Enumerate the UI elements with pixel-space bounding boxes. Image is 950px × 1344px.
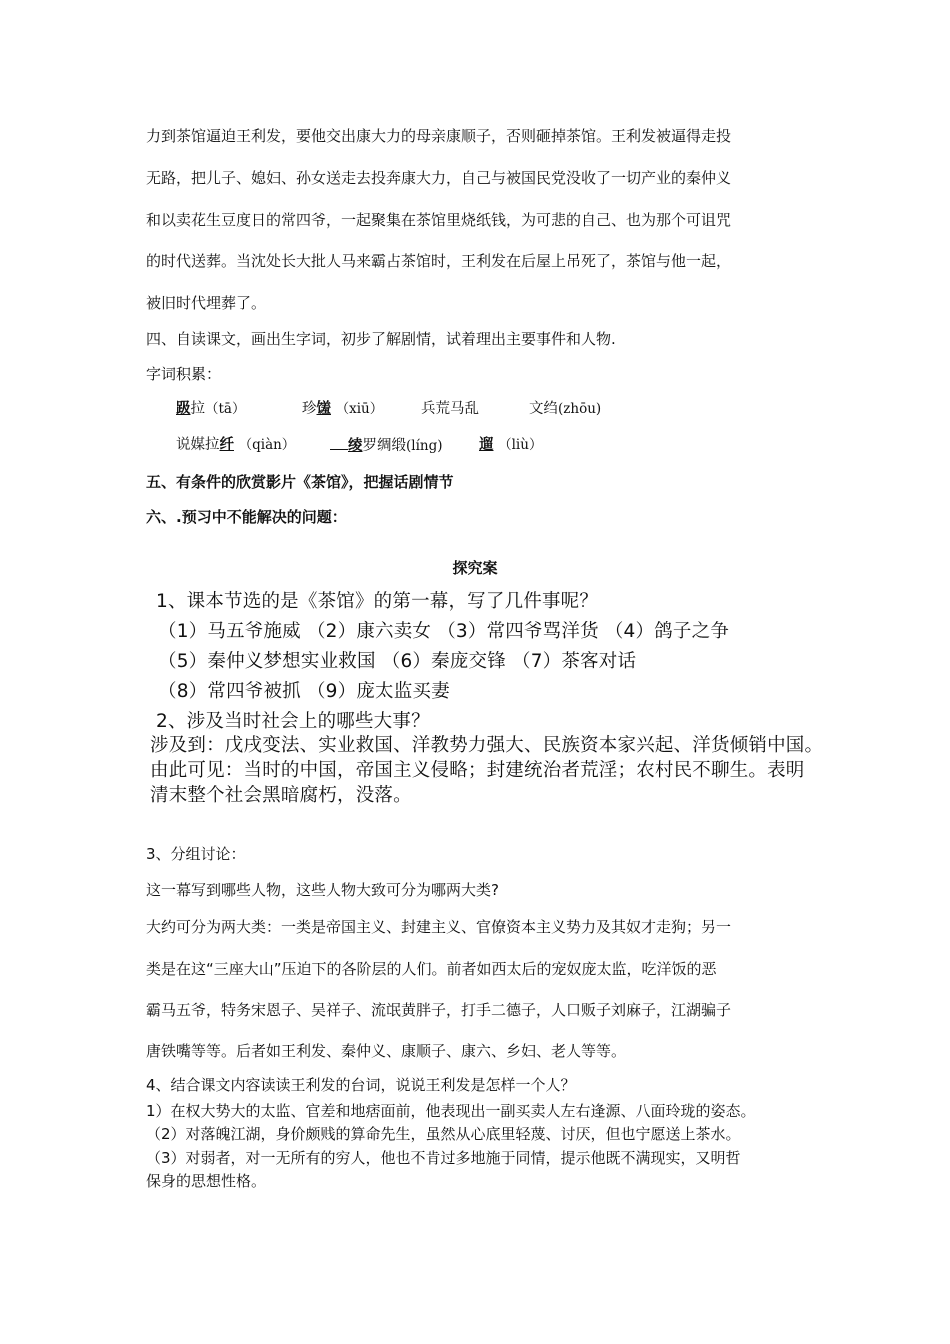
question-3: 3、分组讨论： [146, 845, 246, 863]
q4-answer-line-4: 保身的思想性格。 [146, 1172, 267, 1190]
vocab-item-1: 趿拉（tā） [176, 401, 246, 417]
explore-title: 探究案 [452, 559, 498, 577]
q4-answer-line-2: （2）对落魄江湖，身价颇贱的算命先生，虽然从心底里轻蔑、讨厌，但也宁愿送上茶水。 [146, 1125, 741, 1143]
q1-events-line-2: （5）秦仲义梦想实业救国 （6）秦庞交锋 （7）茶客对话 [158, 651, 637, 672]
para1-line-2: 无路，把儿子、媳妇、孙女送走去投奔康大力，自己与被国民党没收了一切产业的秦仲义 [146, 169, 732, 187]
vocab-item-4: 文绉(zhōu) [529, 401, 602, 417]
q3-answer-line-2: 类是在这“三座大山”压迫下的各阶层的人们。前者如西太后的宠奴庞太监，吃洋饭的恶 [146, 960, 717, 978]
q2-answer-line-3: 清末整个社会黑暗腐朽，没落。 [150, 785, 412, 806]
q3-answer-line-3: 霸马五爷，特务宋恩子、吴祥子、流氓黄胖子，打手二德子，人口贩子刘麻子，江湖骗子 [146, 1001, 732, 1019]
q1-events-line-1: （1）马五爷施威 （2）康六卖女 （3）常四爷骂洋货 （4）鸽子之争 [158, 621, 730, 642]
vocab-char: 趿 [176, 401, 191, 417]
q3-answer-line-1: 大约可分为两大类：一类是帝国主义、封建主义、官僚资本主义势力及其奴才走狗；另一 [146, 918, 732, 936]
question-1: 1、课本节选的是《茶馆》的第一幕，写了几件事呢？ [156, 591, 599, 612]
question-4: 4、结合课文内容读读王利发的台词，说说王利发是怎样一个人？ [146, 1076, 576, 1094]
q2-answer-line-1: 涉及到：戊戌变法、实业救国、洋教势力强大、民族资本家兴起、洋货倾销中国。 [150, 735, 824, 756]
question-2: 2、涉及当时社会上的哪些大事？ [156, 711, 430, 732]
q3-answer-line-4: 唐铁嘴等等。后者如王利发、秦仲义、康顺子、康六、乡妇、老人等等。 [146, 1042, 627, 1060]
para1-line-3: 和以卖花生豆度日的常四爷，一起聚集在茶馆里烧纸钱，为可悲的自己、也为那个可诅咒 [146, 211, 732, 229]
section-5-heading: 五、有条件的欣赏影片《茶馆》，把握话剧情节 [146, 473, 454, 491]
para1-line-5: 被旧时代埋葬了。 [146, 294, 267, 312]
q1-events-line-3: （8）常四爷被抓 （9）庞太监买妻 [158, 681, 450, 702]
vocab-item-6: 绫罗绸缎(líng) [330, 435, 443, 456]
para1-line-4: 的时代送葬。当沈处长大批人马来霸占茶馆时，王利发在后屋上吊死了，茶馆与他一起， [146, 252, 732, 270]
vocab-item-3: 兵荒马乱 [421, 401, 479, 417]
vocab-item-2: 珍馐 （xiū） [302, 401, 384, 417]
vocab-item-5: 说媒拉纤 （qiàn） [176, 437, 296, 453]
section-4-heading: 四、自读课文，画出生字词，初步了解剧情，试着理出主要事件和人物. [146, 330, 616, 348]
vocab-item-7: 遛 （liù） [479, 437, 543, 453]
q4-answer-line-3: （3）对弱者，对一无所有的穷人，他也不肯过多地施于同情，提示他既不满现实，又明哲 [146, 1149, 741, 1167]
q4-answer-line-1: 1）在权大势大的太监、官差和地痞面前，他表现出一副买卖人左右逢源、八面玲珑的姿态。 [146, 1102, 756, 1120]
q2-answer-line-2: 由此可见：当时的中国，帝国主义侵略；封建统治者荒淫；农村民不聊生。表明 [150, 760, 805, 781]
q3-question: 这一幕写到哪些人物，这些人物大致可分为哪两大类? [146, 881, 499, 899]
para1-line-1: 力到茶馆逼迫王利发，要他交出康大力的母亲康顺子，否则砸掉茶馆。王利发被逼得走投 [146, 127, 732, 145]
section-6-heading: 六、.预习中不能解决的问题： [146, 508, 347, 526]
underline-blank [330, 435, 348, 450]
vocab-label: 字词积累： [146, 365, 222, 383]
